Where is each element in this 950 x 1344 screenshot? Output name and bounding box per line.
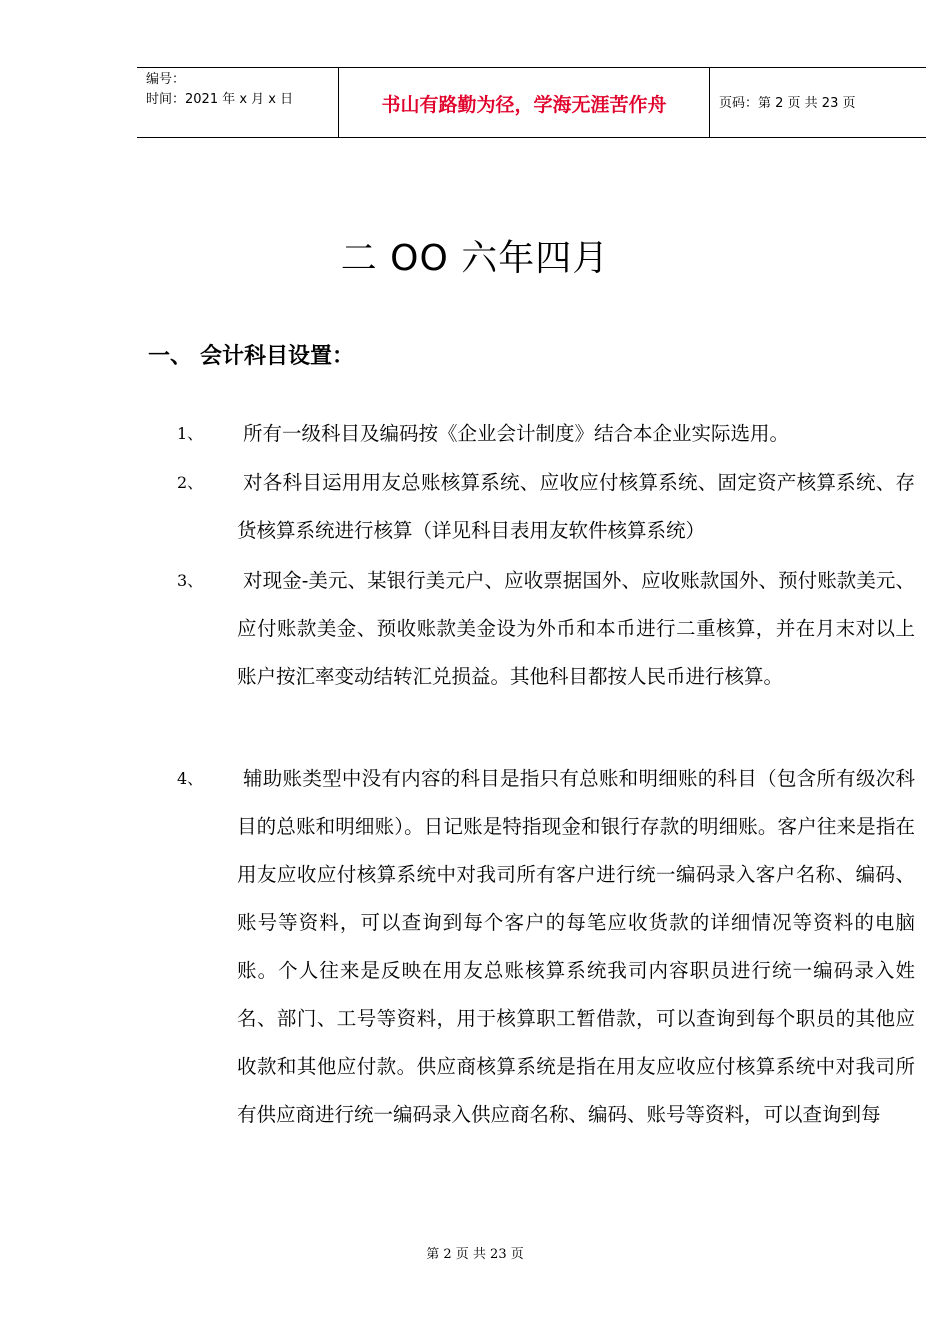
header-table bbox=[137, 67, 926, 138]
section-heading bbox=[148, 340, 354, 374]
list-item-1 bbox=[177, 410, 915, 458]
header-motto: 书山有路勤为径，学海无涯苦作舟 bbox=[381, 94, 667, 116]
document-date-title: 二 OO 六年四月 bbox=[340, 238, 610, 279]
header-motto-cell bbox=[339, 68, 710, 137]
list-item-2 bbox=[177, 459, 915, 555]
list-item-4 bbox=[177, 755, 915, 1139]
list-item-text: 所有一级科目及编码按《企业会计制度》结合本企业实际选用。 bbox=[243, 422, 790, 445]
list-item-text: 对各科目运用用友总账核算系统、应收应付核算系统、固定资产核算系统、存货核算系统进行核算（详见科目表用友软件核算系统） bbox=[237, 471, 915, 542]
list-item-text: 对现金-美元、某银行美元户、应收票据国外、应收账款国外、预付账款美元、应付账款美金、预收账款美金设为外币和本币进行二重核算，并在月末对以上账户按汇率变动结转汇兑损益。其他科目都按人民币进行核算。 bbox=[237, 569, 915, 688]
page-footer: 第 2 页 共 23 页 bbox=[426, 1247, 524, 1262]
document-time: 时间：2021 年 x 月 x 日 bbox=[146, 92, 294, 107]
header-info-cell bbox=[137, 68, 339, 137]
document-number: 编号： bbox=[146, 72, 186, 87]
section-title: 会计科目设置： bbox=[200, 344, 355, 369]
list-item-number: 2、 bbox=[177, 473, 204, 492]
header-page-number: 页码：第 2 页 共 23 页 bbox=[719, 96, 856, 111]
list-item-text: 辅助账类型中没有内容的科目是指只有总账和明细账的科目（包含所有级次科目的总账和明细账）。日记账是特指现金和银行存款的明细账。客户往来是指在用友应收应付核算系统中对我司所有客户进行统一编码录入客户名称、编码、账号等资料，可以查询到每个客户的每笔应收货款的详细情况等资料的电脑账。个人往来是反映在用友总账核算系统我司内容职员进行统一编码录入姓名、部门、工号等资料，用于核算职工暂借款，可以查询到每个职员的其他应收款和其他应付款。供应商核算系统是指在用友应收应付核算系统中对我司所有供应商进行统一编码录入供应商名称、编码、账号等资料，可以查询到每 bbox=[237, 767, 915, 1126]
section-number: 一、 bbox=[148, 344, 193, 369]
list-item-number: 4、 bbox=[177, 769, 204, 788]
list-item-number: 1、 bbox=[177, 424, 204, 443]
list-item-3 bbox=[177, 557, 915, 701]
list-item-number: 3、 bbox=[177, 571, 204, 590]
header-page-cell bbox=[710, 68, 926, 137]
